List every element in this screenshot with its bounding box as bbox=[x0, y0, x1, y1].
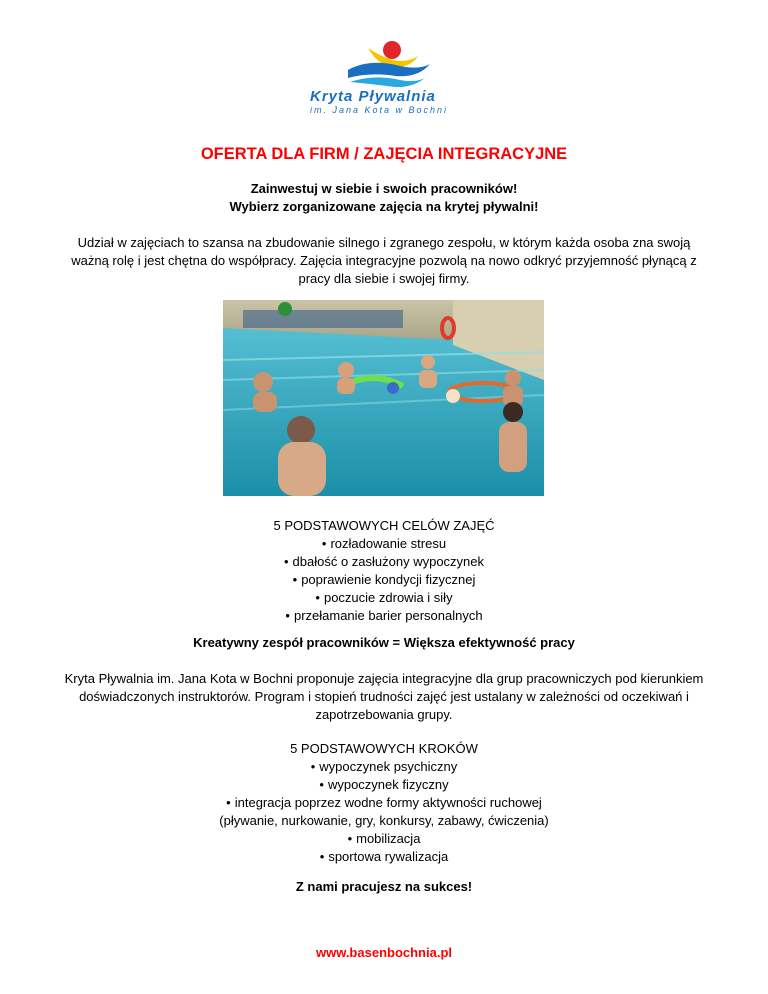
slogan: Kreatywny zespół pracowników = Większa efektywność pracy bbox=[193, 635, 575, 650]
list-item bbox=[0, 607, 768, 625]
list-item-text: poprawienie kondycji fizycznej bbox=[301, 572, 476, 587]
list-item-text: wypoczynek psychiczny bbox=[319, 759, 458, 774]
list-item-text: przełamanie barier personalnych bbox=[293, 608, 483, 623]
steps-section bbox=[0, 740, 768, 866]
list-item bbox=[0, 535, 768, 553]
list-item-text: mobilizacja bbox=[356, 831, 421, 846]
intro-line-2: Wybierz zorganizowane zajęcia na krytej pływalni! bbox=[229, 199, 539, 214]
list-item-note: (pływanie, nurkowanie, gry, konkursy, zabawy, ćwiczenia) bbox=[219, 813, 549, 828]
bullet-icon: • bbox=[319, 849, 325, 864]
bullet-icon: • bbox=[285, 608, 290, 623]
list-item bbox=[0, 571, 768, 589]
list-item-text: wypoczynek fizyczny bbox=[327, 777, 449, 792]
intro-paragraph: Udział w zajęciach to szansa na zbudowanie silnego i zgranego zespołu, w którym każda osoba zna swoją ważną rolę i jest chętna do współpracy. Zajęcia integracyjne pozwolą na nowo odkryć przyjemność płynącą z pracy dla siebie i swojej firmy. bbox=[71, 235, 697, 286]
list-item bbox=[0, 776, 768, 794]
list-item bbox=[0, 830, 768, 848]
offer-paragraph: Kryta Pływalnia im. Jana Kota w Bochni proponuje zajęcia integracyjne dla grup pracowniczych pod kierunkiem doświadczonych instruktorów. Program i stopień trudności zajęć jest ustalany w zależności od oczekiwań i zapotrzebowania grupy. bbox=[64, 671, 704, 722]
list-item bbox=[0, 758, 768, 776]
goals-title: 5 PODSTAWOWYCH CELÓW ZAJĘĆ bbox=[273, 518, 495, 533]
bullet-icon: • bbox=[315, 590, 320, 605]
logo-title: Kryta Pływalnia bbox=[310, 88, 436, 105]
list-item bbox=[0, 848, 768, 866]
steps-title: 5 PODSTAWOWYCH KROKÓW bbox=[290, 741, 478, 756]
bullet-icon: • bbox=[310, 759, 316, 774]
list-item bbox=[0, 589, 768, 607]
goals-section bbox=[0, 517, 768, 625]
list-item-text: integracja poprzez wodne formy aktywności ruchowej bbox=[234, 795, 542, 810]
pool-scene-image bbox=[223, 300, 544, 496]
list-item bbox=[0, 553, 768, 571]
website-link[interactable]: www.basenbochnia.pl bbox=[315, 945, 453, 960]
pool-photo bbox=[223, 300, 544, 496]
bullet-icon: • bbox=[226, 795, 231, 810]
bullet-icon: • bbox=[319, 777, 324, 792]
list-item-text: dbałość o zasłużony wypoczynek bbox=[292, 554, 485, 569]
intro-line-1: Zainwestuj w siebie i swoich pracowników! bbox=[250, 181, 518, 196]
pool-logo bbox=[300, 38, 470, 118]
steps-list bbox=[0, 758, 768, 866]
bullet-icon: • bbox=[283, 554, 289, 569]
bullet-icon: • bbox=[292, 572, 298, 587]
logo-subtitle: im. Jana Kota w Bochni bbox=[310, 105, 449, 115]
goals-list bbox=[0, 535, 768, 625]
list-item bbox=[0, 794, 768, 812]
intro-block bbox=[0, 180, 768, 216]
closing-line: Z nami pracujesz na sukces! bbox=[295, 879, 473, 894]
bullet-icon: • bbox=[347, 831, 353, 846]
bullet-icon: • bbox=[321, 536, 327, 551]
list-item-text: rozładowanie stresu bbox=[330, 536, 447, 551]
list-item-text: sportowa rywalizacja bbox=[328, 849, 449, 864]
swimmer-logo-icon bbox=[300, 38, 470, 93]
list-item-text: poczucie zdrowia i siły bbox=[323, 590, 453, 605]
page-heading: OFERTA DLA FIRM / ZAJĘCIA INTEGRACYJNE bbox=[200, 145, 568, 163]
